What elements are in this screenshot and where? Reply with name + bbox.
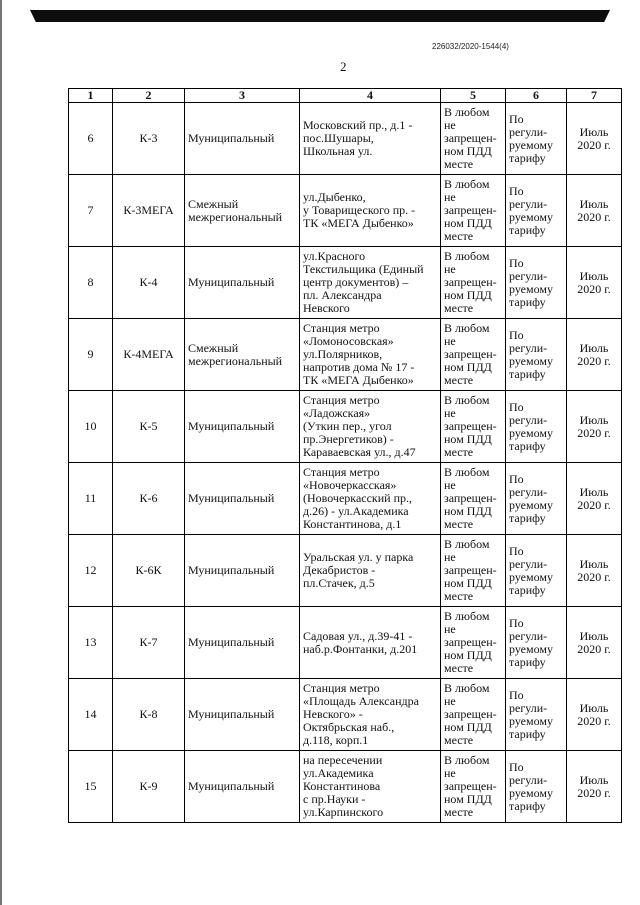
cell-tariff: По регули- руемому тарифу (506, 319, 567, 391)
table-row (69, 463, 622, 535)
cell-route-path: ул.Дыбенко, у Товарищеского пр. - ТК «МЕГА Дыбенко» (300, 175, 441, 247)
cell-route-path: Садовая ул., д.39-41 - наб.р.Фонтанки, д.201 (300, 607, 441, 679)
table-header-row (69, 89, 622, 103)
column-header: 2 (113, 89, 185, 103)
cell-row-number: 14 (69, 679, 113, 751)
cell-row-number: 10 (69, 391, 113, 463)
cell-start-date: Июль 2020 г. (567, 247, 622, 319)
table-row (69, 679, 622, 751)
cell-route-type: Муниципальный (185, 247, 300, 319)
cell-route-number: К-4МЕГА (113, 319, 185, 391)
cell-tariff: По регули- руемому тарифу (506, 535, 567, 607)
cell-start-date: Июль 2020 г. (567, 175, 622, 247)
cell-route-type: Муниципальный (185, 607, 300, 679)
cell-route-number: К-7 (113, 607, 185, 679)
table-row (69, 103, 622, 175)
cell-route-number: К-6К (113, 535, 185, 607)
cell-tariff: По регули- руемому тарифу (506, 103, 567, 175)
cell-route-path: Станция метро «Площадь Александра Невского» - Октябрьская наб., д.118, корп.1 (300, 679, 441, 751)
cell-route-number: К-9 (113, 751, 185, 823)
table-row (69, 535, 622, 607)
cell-row-number: 7 (69, 175, 113, 247)
column-header: 5 (441, 89, 506, 103)
cell-row-number: 8 (69, 247, 113, 319)
table-row (69, 751, 622, 823)
scan-left-edge (0, 0, 2, 905)
cell-route-type: Муниципальный (185, 391, 300, 463)
cell-row-number: 15 (69, 751, 113, 823)
cell-row-number: 11 (69, 463, 113, 535)
column-header: 4 (300, 89, 441, 103)
column-header: 3 (185, 89, 300, 103)
cell-route-number: К-8 (113, 679, 185, 751)
cell-route-path: ул.Красного Текстильщика (Единый центр документов) – пл. Александра Невского (300, 247, 441, 319)
cell-route-path: на пересечении ул.Академика Константинова с пр.Науки - ул.Карпинского (300, 751, 441, 823)
cell-tariff: По регули- руемому тарифу (506, 679, 567, 751)
cell-route-path: Станция метро «Новочеркасская» (Новочеркасский пр., д.26) - ул.Академика Константинова, д.1 (300, 463, 441, 535)
cell-route-number: К-5 (113, 391, 185, 463)
table-row (69, 607, 622, 679)
cell-route-path: Московский пр., д.1 - пос.Шушары, Школьная ул. (300, 103, 441, 175)
cell-route-type: Муниципальный (185, 463, 300, 535)
cell-tariff: По регули- руемому тарифу (506, 247, 567, 319)
cell-start-date: Июль 2020 г. (567, 319, 622, 391)
cell-route-number: К-4 (113, 247, 185, 319)
cell-tariff: По регули- руемому тарифу (506, 175, 567, 247)
cell-route-number: К-6 (113, 463, 185, 535)
cell-stop-rule: В любом не запрещен- ном ПДД месте (441, 247, 506, 319)
table-row (69, 391, 622, 463)
cell-stop-rule: В любом не запрещен- ном ПДД месте (441, 679, 506, 751)
cell-tariff: По регули- руемому тарифу (506, 463, 567, 535)
cell-route-number: К-3МЕГА (113, 175, 185, 247)
cell-route-type: Смежный межрегиональный (185, 175, 300, 247)
cell-stop-rule: В любом не запрещен- ном ПДД месте (441, 175, 506, 247)
column-header: 1 (69, 89, 113, 103)
cell-tariff: По регули- руемому тарифу (506, 607, 567, 679)
cell-stop-rule: В любом не запрещен- ном ПДД месте (441, 607, 506, 679)
cell-start-date: Июль 2020 г. (567, 751, 622, 823)
cell-row-number: 6 (69, 103, 113, 175)
cell-start-date: Июль 2020 г. (567, 535, 622, 607)
cell-stop-rule: В любом не запрещен- ном ПДД месте (441, 751, 506, 823)
document-number: 226032/2020-1544(4) (432, 42, 509, 51)
cell-start-date: Июль 2020 г. (567, 103, 622, 175)
cell-route-type: Муниципальный (185, 751, 300, 823)
cell-route-path: Станция метро «Ладожская» (Уткин пер., угол пр.Энергетиков) - Караваевская ул., д.47 (300, 391, 441, 463)
cell-start-date: Июль 2020 г. (567, 679, 622, 751)
column-header: 7 (567, 89, 622, 103)
routes-table (68, 88, 622, 823)
cell-stop-rule: В любом не запрещен- ном ПДД месте (441, 319, 506, 391)
table-row (69, 319, 622, 391)
cell-route-type: Смежный межрегиональный (185, 319, 300, 391)
cell-row-number: 9 (69, 319, 113, 391)
cell-start-date: Июль 2020 г. (567, 463, 622, 535)
cell-route-type: Муниципальный (185, 535, 300, 607)
cell-start-date: Июль 2020 г. (567, 607, 622, 679)
cell-route-path: Станция метро «Ломоносовская» ул.Полярников, напротив дома № 17 - ТК «МЕГА Дыбенко» (300, 319, 441, 391)
cell-tariff: По регули- руемому тарифу (506, 751, 567, 823)
cell-stop-rule: В любом не запрещен- ном ПДД месте (441, 103, 506, 175)
cell-stop-rule: В любом не запрещен- ном ПДД месте (441, 535, 506, 607)
cell-route-type: Муниципальный (185, 103, 300, 175)
cell-row-number: 12 (69, 535, 113, 607)
table-row (69, 247, 622, 319)
cell-route-type: Муниципальный (185, 679, 300, 751)
table-row (69, 175, 622, 247)
cell-route-path: Уральская ул. у парка Декабристов - пл.Стачек, д.5 (300, 535, 441, 607)
cell-stop-rule: В любом не запрещен- ном ПДД месте (441, 391, 506, 463)
routes-table-body (69, 89, 622, 823)
scan-top-bar (30, 10, 610, 22)
cell-route-number: К-3 (113, 103, 185, 175)
cell-start-date: Июль 2020 г. (567, 391, 622, 463)
cell-tariff: По регули- руемому тарифу (506, 391, 567, 463)
cell-row-number: 13 (69, 607, 113, 679)
page-number: 2 (340, 59, 347, 74)
cell-stop-rule: В любом не запрещен- ном ПДД месте (441, 463, 506, 535)
column-header: 6 (506, 89, 567, 103)
